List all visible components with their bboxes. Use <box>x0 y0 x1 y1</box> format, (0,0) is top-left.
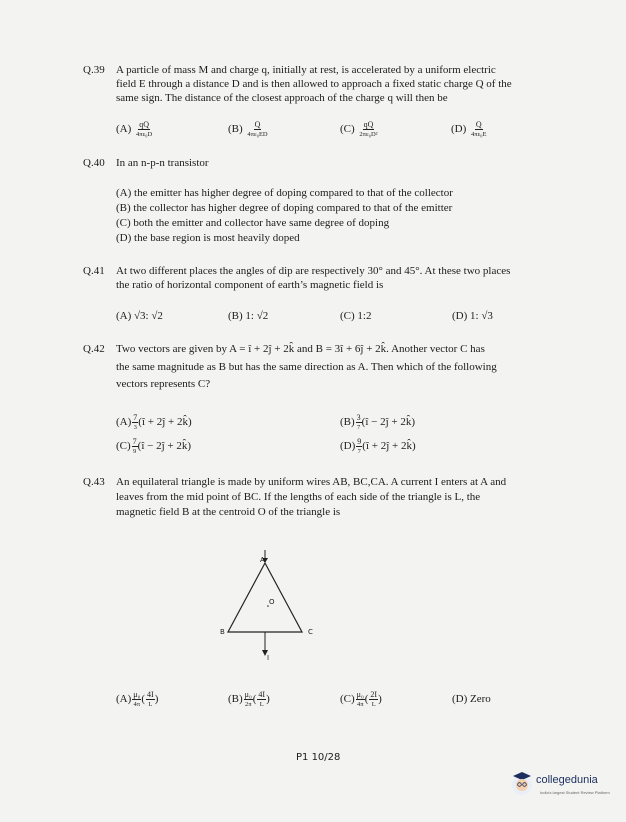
vertex-b-label: B <box>220 628 225 636</box>
q43-option-b: (B) $\frac{\text{μ₀}}{2\pi}$ ( $\frac{4I}{L}$ ) <box>228 690 270 708</box>
triangle-figure <box>210 550 330 665</box>
q39-line3: same sign. The distance of the closest approach of the charge q will then be <box>116 92 448 104</box>
q39-option-b: (B) $\frac{Q}{\text{4πε₀ED}}$ <box>228 120 268 138</box>
q42-option-c: (C) $\frac{7}{9}$ (î − 2ĵ + 2k̂) <box>116 437 192 455</box>
q41-number: Q.41 <box>83 265 105 277</box>
q43-option-c: (C) $\frac{\text{μ₀}}{4\pi}$ ( $\frac{2I}{L}$ ) <box>340 690 382 708</box>
q40-option-a: (A) the emitter has higher degree of doping compared to that of the collector <box>116 187 453 199</box>
q43-line1: An equilateral triangle is made by uniform wires AB, BC,CA. A current I enters at A and <box>116 476 507 488</box>
q43-option-d: (D) Zero <box>452 693 491 705</box>
q39-line1: A particle of mass M and charge q, initially at rest, is accelerated by a uniform electric <box>116 64 496 76</box>
q39-option-a: (A) $\frac{qQ}{\text{4πε₀D}}$ <box>116 120 153 138</box>
q43-line2: leaves from the mid point of BC. If the lengths of each side of the triangle is L, the <box>116 491 481 503</box>
current-out-label: I <box>267 654 270 662</box>
q39-number: Q.39 <box>83 64 105 76</box>
q41-line2: the ratio of horizontal component of earth’s magnetic field is <box>116 279 384 291</box>
q42-number: Q.42 <box>83 343 105 355</box>
q42-option-b: (B) $\frac{3}{7}$ (î − 2ĵ + 2k̂) <box>340 413 416 431</box>
q42-option-a: (A) $\frac{7}{3}$ (î + 2ĵ + 2k̂) <box>116 413 192 431</box>
q41-option-a: (A) √3: √2 <box>116 310 163 322</box>
q42-line3: vectors represents C? <box>116 378 211 390</box>
q41-option-d: (D) 1: √3 <box>452 310 493 322</box>
q41-line1: At two different places the angles of dip are respectively 30° and 45°. At these two places <box>116 265 511 277</box>
q40-option-b: (B) the collector has higher degree of doping compared to that of the emitter <box>116 202 453 214</box>
q39-option-d: (D) $\frac{Q}{\text{4πε₀E}}$ <box>451 120 487 138</box>
q42-line2: the same magnitude as B but has the same direction as A. Then which of the following <box>116 361 497 373</box>
vertex-c-label: C <box>308 628 313 636</box>
vertex-a-label: A <box>260 556 265 564</box>
q40-option-d: (D) the base region is most heavily doped <box>116 232 300 244</box>
q39-line2: field E through a distance D and is then allowed to approach a fixed static charge Q of the <box>116 78 512 90</box>
centroid-o-label: O <box>269 598 275 606</box>
q40-option-c: (C) both the emitter and collector have same degree of doping <box>116 217 390 229</box>
q41-option-c: (C) 1:2 <box>340 310 372 322</box>
q43-number: Q.43 <box>83 476 105 488</box>
logo-tagline: India's largest Student Review Platform <box>540 790 610 795</box>
q42-line1: Two vectors are given by A = î + 2ĵ + 2k̂ and B = 3î + 6ĵ + 2k̂. Another vector C has <box>116 343 485 355</box>
logo-name: collegedunia <box>536 774 598 786</box>
q41-option-b: (B) 1: √2 <box>228 310 269 322</box>
q40-stem: In an n-p-n transistor <box>116 157 209 169</box>
q42-option-d: (D) $\frac{9}{7}$ (î + 2ĵ + 2k̂) <box>340 437 416 455</box>
q43-option-a: (A) $\frac{\text{μ₀}}{4\pi}$ ( $\frac{4I}{L}$ ) <box>116 690 159 708</box>
graduate-avatar-icon <box>510 770 534 796</box>
q40-number: Q.40 <box>83 157 105 169</box>
collegedunia-logo <box>510 768 622 802</box>
q39-option-c: (C) $\frac{qQ}{\text{2πε₀D²}}$ <box>340 120 378 138</box>
page-number: P1 10/28 <box>296 752 341 763</box>
q43-line3: magnetic field B at the centroid O of the triangle is <box>116 506 341 518</box>
triangle-wires <box>228 563 302 632</box>
